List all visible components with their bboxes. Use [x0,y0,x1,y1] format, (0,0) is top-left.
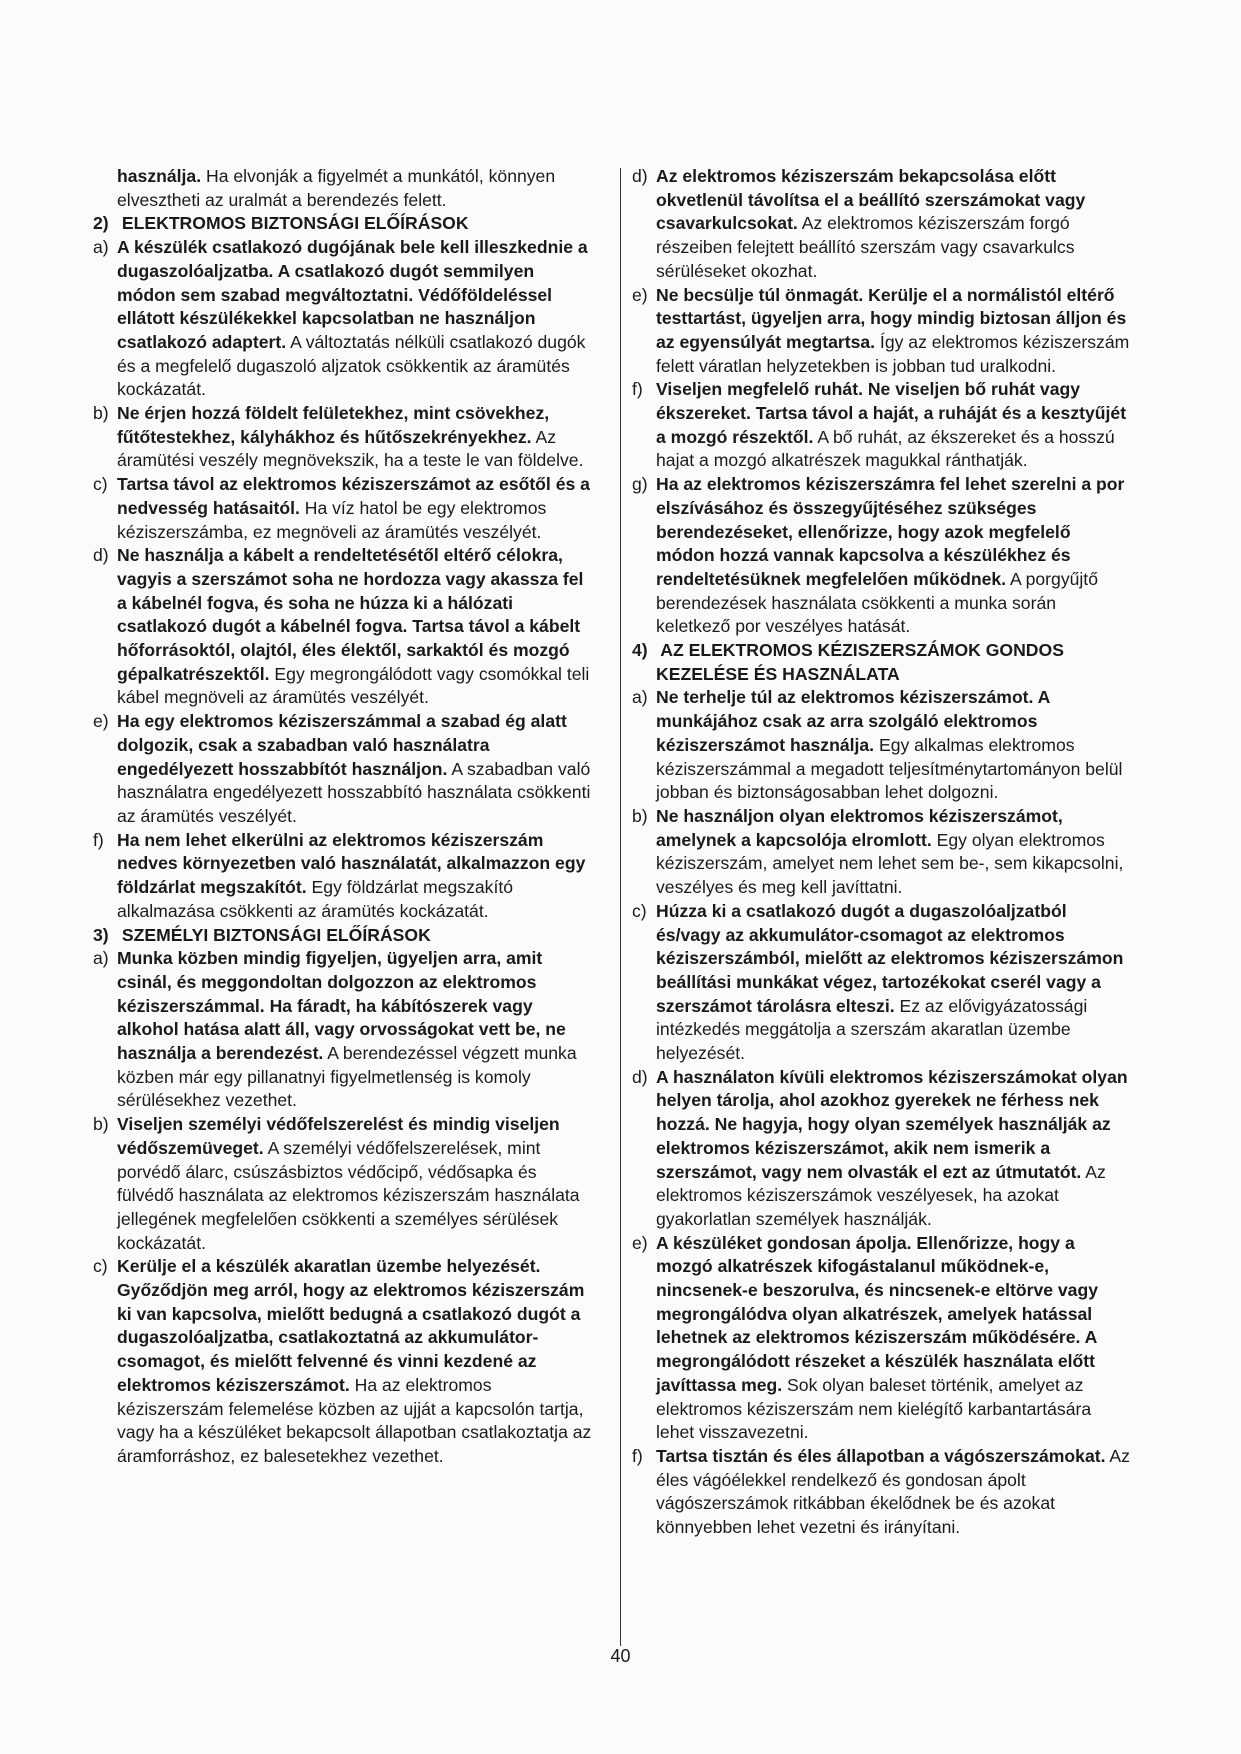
item-bold-text: Tartsa tisztán és éles állapotban a vágószerszámokat. [656,1445,1106,1466]
item-bold-text: Húzza ki a csatlakozó dugót a dugaszolóaljzatból és/vagy az akkumulátor-csomagot az elektromos kéziszerszámból, mielőtt az elektromos kéziszerszámon beállítási munkákat végez, tartozékokat cserél vagy a szerszámot tárolásra elteszi. [656,900,1124,1016]
section-heading-electrical [93,212,593,236]
item-bold-text: Ha egy elektromos kéziszerszámmal a szabad ég alatt dolgozik, csak a szabadban való használatra engedélyezett hosszabbítót használjon. [117,711,567,779]
item-bold-text: Viseljen személyi védőfelszerelést és mindig viseljen védőszemüveget. [117,1114,560,1158]
left-column [93,165,593,1469]
item-text: Egy alkalmas elektromos kéziszerszámmal a megadott teljesítménytartományon belül jobban és biztonságosabban lehet dolgozni. [656,734,1123,803]
intro-text: Ha elvonják a figyelmét a munkától, könnyen elvesztheti az uralmát a berendezés felett. [117,166,556,210]
list-item [632,473,1132,639]
section-title: AZ ELEKTROMOS KÉZISZERSZÁMOK GONDOS [660,640,1064,661]
list-item [632,805,1132,900]
item-bold-text: Ne használja a kábelt a rendeltetésétől eltérő célokra, vagyis a szerszámot soha ne hordozza vagy akassza fel a kábelnél fogva, és soha ne húzza ki a hálózati csatlakozó dugót a kábelnél fogva. Tartsa távol a kábelt hőforrásoktól, olajtól, éles élektől, sarkaktól és mozgó gépalkatrészektől. [117,545,584,684]
list-item [632,378,1132,473]
item-text: Ha víz hatol be egy elektromos kéziszerszámba, ez megnöveli az áramütés veszélyét. [117,497,547,542]
list-item [632,686,1132,805]
item-text: Az áramütési veszély megnövekszik, ha a teste le van földelve. [117,426,584,471]
section-heading-personal [93,924,593,948]
item-text: Egy földzárlat megszakító alkalmazása csökkenti az áramütés kockázatát. [117,877,514,921]
item-letter: b) [93,1114,109,1135]
item-letter: d) [93,545,109,566]
right-column [632,165,1132,1540]
item-bold-text: Kerülje el a készülék akaratlan üzembe helyezését. Győződjön meg arról, hogy az elektromos kéziszerszám ki van kapcsolva, mielőtt bedugná a csatlakozó dugót a dugaszolóaljzatba, csatlakoztatná az akkumulátor-csomagot, és mielőtt felvenné és vinni kezdené az elektromos kéziszerszámot. [117,1256,585,1395]
item-bold-text: A készülék csatlakozó dugójának bele kell illeszkednie a dugaszolóaljzatba. A csatlakozó dugót semmilyen módon sem szabad megváltoztatni. Védőföldeléssel ellátott készülékekkel kapcsolatban ne használjon csatlakozó adaptert. [117,237,588,352]
section-number: 2) [93,213,109,234]
page-number: 40 [610,1646,631,1666]
item-letter: c) [93,474,108,495]
item-letter: a) [632,687,648,708]
item-bold-text: Tartsa távol az elektromos kéziszerszámot az esőtől és a nedvesség hatásaitól. [117,474,590,518]
item-text: A porgyűjtő berendezések használata csökkenti a munka során keletkező por veszélyes hatását. [656,568,1098,637]
list-item [632,1445,1132,1540]
item-letter: c) [93,1256,108,1277]
item-bold-text: Ha az elektromos kéziszerszámra fel lehet szerelni a por elszívásához és összegyűjtéséhez szükséges berendezéseket, ellenőrizze, hogy azok megfelelő módon hozzá vannak kapcsolva a készülékhez és rendeltetésüknek megfelelően működnek. [656,474,1125,589]
column-divider [620,168,621,1646]
section-heading-tool-care [632,639,1132,663]
list-item [632,900,1132,1066]
section-heading-tool-care-line2 [632,663,1132,687]
item-letter: f) [632,379,643,400]
item-bold-text: A használaton kívüli elektromos kéziszerszámokat olyan helyen tárolja, ahol azokhoz gyerekek ne férhess nek hozzá. Ne hagyja, hogy olyan személyek használják az elektromos kéziszerszámot, akik nem ismerik a szerszámot, vagy nem olvasták el ezt az útmutatót. [656,1066,1128,1182]
item-text: Ha az elektromos kéziszerszám felemelése közben az ujját a kapcsolón tartja, vagy ha a készüléket bekapcsolt állapotban csatlakoztatja az áramforráshoz, ez balesetekhez vezethet. [117,1374,592,1466]
list-item [93,236,593,402]
item-letter: f) [93,829,104,850]
list-item [93,829,593,924]
list-item [632,165,1132,284]
item-text: A személyi védőfelszerelések, mint porvédő álarc, csúszásbiztos védőcipő, védősapka és fülvédő használata az elektromos kéziszerszám használata jellegének megfelelően csökkenti a személyes sérülések kockázatát. [117,1137,580,1253]
item-bold-text: Ne terhelje túl az elektromos kéziszerszámot. A munkájához csak az arra szolgáló elektromos kéziszerszámot használja. [656,687,1050,755]
item-bold-text: Ne használjon olyan elektromos kéziszerszámot, amelynek a kapcsolója elromlott. [656,805,1063,850]
list-item [93,1255,593,1468]
item-letter: d) [632,166,648,186]
item-text: A berendezéssel végzett munka közben már egy pillanatnyi figyelmetlenség is komoly sérülésekhez vezethet. [117,1043,577,1111]
item-letter: a) [93,237,109,258]
item-text: Egy megrongálódott vagy csomókkal teli kábel megnöveli az áramütés veszélyét. [117,663,590,708]
item-letter: b) [632,805,648,826]
item-letter: a) [93,948,109,969]
item-letter: e) [93,711,109,732]
list-item [93,402,593,473]
item-bold-text: Munka közben mindig figyeljen, ügyeljen arra, amit csinál, és meggondoltan dolgozzon az elektromos kéziszerszámmal. Ha fáradt, ha kábítószerek vagy alkohol hatása alatt áll, vagy orvosságokat vett be, ne használja a berendezést. [117,948,566,1064]
intro-bold: használja. [117,166,202,186]
list-item [93,544,593,710]
section-title-cont: KEZELÉSE ÉS HASZNÁLATA [656,663,900,684]
item-letter: e) [632,284,648,305]
list-item [93,710,593,829]
item-bold-text: Az elektromos kéziszerszám bekapcsolása előtt okvetlenül távolítsa el a beállító szerszámokat vagy csavarkulcsokat. [656,166,1086,234]
item-text: Ez az elővigyázatossági intézkedés meggátolja a szerszám akaratlan üzembe helyezését. [656,995,1088,1064]
item-letter: d) [632,1066,648,1087]
section-number: 3) [93,924,109,945]
item-text: A változtatás nélküli csatlakozó dugók és a megfelelő dugaszoló aljzatok csökkentik az áramütés kockázatát. [117,331,586,400]
section-number: 4) [632,640,648,661]
section-title: ELEKTROMOS BIZTONSÁGI ELŐÍRÁSOK [121,213,469,234]
item-letter: f) [632,1445,643,1466]
item-letter: b) [93,403,109,424]
item-bold-text: A készüléket gondosan ápolja. Ellenőrizze, hogy a mozgó alkatrészek kifogástalanul működnek-e, nincsenek-e beszorulva, és nincsenek-e eltörve vagy megrongálódva olyan alkatrészek, amelyek hatással lehetnek az elektromos kéziszerszám működésére. A megrongálódott részeket a készülék használata előtt javíttassa meg. [656,1232,1098,1395]
section-title: SZEMÉLYI BIZTONSÁGI ELŐÍRÁSOK [121,924,431,945]
item-text: Az éles vágóélekkel rendelkező és gondosan ápolt vágószerszámok ritkábban ékelődnek be és azokat könnyebben lehet vezetni és irányítani. [656,1445,1130,1538]
item-bold-text: Ha nem lehet elkerülni az elektromos kéziszerszám nedves környezetben való használatát, alkalmazzon egy földzárlat megszakítót. [117,829,586,898]
item-bold-text: Ne érjen hozzá földelt felületekhez, mint csövekhez, fűtőtestekhez, kályhákhoz és hűtőszekrényekhez. [117,403,550,447]
item-bold-text: Viseljen megfelelő ruhát. Ne viseljen bő ruhát vagy ékszereket. Tartsa távol a haját, a ruháját és a kesztyűjét a mozgó részektől. [656,379,1127,447]
list-item [632,1232,1132,1445]
item-text: Sok olyan baleset történik, amelyet az elektromos kéziszerszám nem kielégítő karbantartására lehet visszavezetni. [656,1374,1092,1443]
item-bold-text: Ne becsülje túl önmagát. Kerülje el a normálistól eltérő testtartást, ügyeljen arra, hogy mindig biztosan álljon és az egyensúlyát megtartsa. [656,284,1127,352]
list-item [632,284,1132,379]
list-item [93,947,593,1113]
item-text: Az elektromos kéziszerszám forgó részeiben felejtett beállító szerszám vagy csavarkulcs sérüléseket okozhat. [656,213,1075,281]
item-letter: e) [632,1232,648,1253]
item-text: A szabadban való használatra engedélyezett hosszabbító használata csökkenti az áramütés veszélyét. [117,758,591,826]
item-text: Így az elektromos kéziszerszám felett váratlan helyzetekben is jobban tud uralkodni. [656,331,1130,376]
list-item [632,1066,1132,1232]
item-text: A bő ruhát, az ékszereket és a hosszú hajat a mozgó alkatrészek magukkal ránthatják. [656,426,1115,471]
item-text: Egy olyan elektromos kéziszerszám, amelyet nem lehet sem be-, sem kikapcsolni, veszélyes és meg kell javíttatni. [656,829,1124,898]
list-item [93,1113,593,1255]
item-letter: c) [632,900,647,921]
list-item [93,473,593,544]
item-text: Az elektromos kéziszerszámok veszélyesek, ha azokat gyakorlatlan személyek használják. [656,1161,1106,1229]
intro-paragraph [93,165,593,212]
item-letter: g) [632,474,648,495]
